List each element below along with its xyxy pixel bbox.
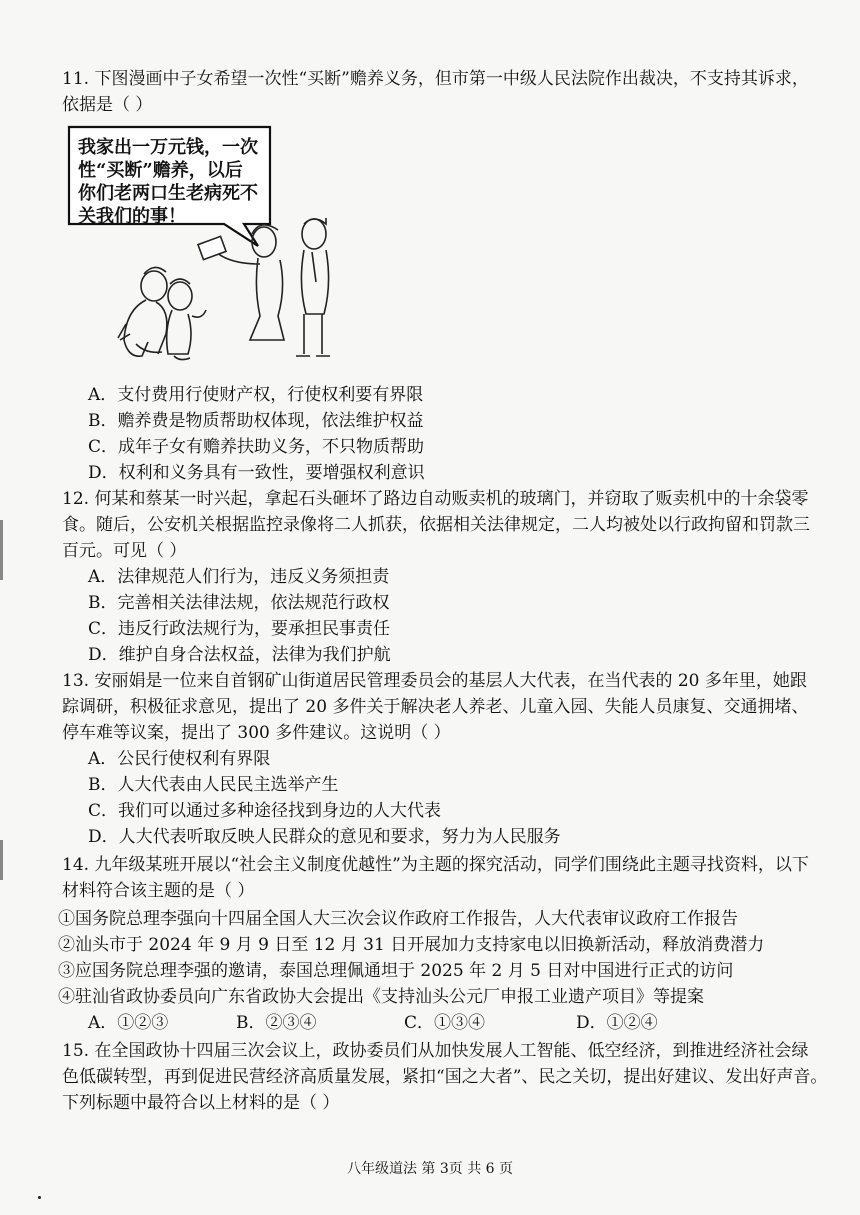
q13-option-d[interactable]: D．人大代表听取反映人民群众的意见和要求，努力为人民服务 — [88, 827, 561, 847]
q13-option-b[interactable]: B．人大代表由人民民主选举产生 — [88, 775, 339, 795]
q14-statement-2: ②汕头市于 2024 年 9 月 9 日至 12 月 31 日开展加力支持家电以旧换新活动，释放消费潜力 — [58, 935, 765, 955]
q11-stem-line-1: 11. 下图漫画中子女希望一次性“买断”赡养义务，但市第一中级人民法院作出裁决，不支持其诉求， — [62, 69, 809, 89]
q14-option-c[interactable]: C．①③④ — [404, 1013, 486, 1033]
q11-stem-line-2: 依据是（ ） — [62, 95, 153, 115]
scan-edge-mark — [0, 520, 3, 580]
q14-option-d[interactable]: D．①②④ — [576, 1013, 658, 1033]
bubble-line: 你们老两口生老病死不 — [78, 183, 258, 204]
q13-option-c[interactable]: C．我们可以通过多种途径找到身边的人大代表 — [88, 801, 442, 821]
q11-option-d[interactable]: D．权利和义务具有一致性，要增强权利意识 — [88, 463, 425, 483]
q13-stem-line-2: 踪调研，积极征求意见，提出了 20 多件关于解决老人养老、儿童入园、失能人员康复、交通拥堵、 — [62, 697, 809, 717]
q13-option-a[interactable]: A．公民行使权利有界限 — [88, 749, 271, 769]
q12-option-b[interactable]: B．完善相关法律法规，依法规范行政权 — [88, 593, 390, 613]
q14-option-b[interactable]: B．②③④ — [236, 1013, 317, 1033]
q12-option-c[interactable]: C．违反行政法规行为，要承担民事责任 — [88, 619, 391, 639]
bubble-line: 我家出一万元钱，一次 — [78, 137, 258, 158]
q12-stem-line-2: 食。随后，公安机关根据监控录像将二人抓获，依据相关法律规定，二人均被处以行政拘留和罚款三 — [62, 515, 810, 535]
page-footer: 八年级道法 第 3页 共 6 页 — [346, 1161, 514, 1177]
q11-option-c[interactable]: C．成年子女有赡养扶助义务，不只物质帮助 — [88, 437, 425, 457]
q12-stem-line-1: 12. 何某和蔡某一时兴起，拿起石头砸坏了路边自动贩卖机的玻璃门，并窃取了贩卖机中的十余袋零 — [62, 489, 809, 509]
bubble-line: 关我们的事！ — [78, 206, 186, 227]
q15-stem-line-2: 色低碳转型，再到促进民营经济高质量发展，紧扣“国之大者”、民之关切，提出好建议、发出好声音。 — [62, 1067, 828, 1087]
q14-option-a[interactable]: A．①②③ — [88, 1013, 169, 1033]
q14-stem-line-2: 材料符合该主题的是（ ） — [62, 881, 255, 901]
q14-statement-3: ③应国务院总理李强的邀请，泰国总理佩通坦于 2025 年 2 月 5 日对中国进行正式的访问 — [58, 961, 734, 981]
q14-statement-4: ④驻汕省政协委员向广东省政协大会提出《支持汕头公元厂申报工业遗产项目》等提案 — [58, 987, 704, 1007]
q12-option-d[interactable]: D．维护自身合法权益，法律为我们护航 — [88, 645, 391, 665]
q15-stem-line-1: 15. 在全国政协十四届三次会议上，政协委员们从加快发展人工智能、低空经济，到推进经济社会绿 — [62, 1041, 809, 1061]
q11-option-b[interactable]: B．赡养费是物质帮助权体现，依法维护权益 — [88, 411, 424, 431]
q13-stem-line-3: 停车难等议案，提出了 300 多件建议。这说明（ ） — [62, 723, 451, 743]
speech-bubble-text — [78, 136, 266, 228]
q11-option-a[interactable]: A．支付费用行使财产权，行使权利要有界限 — [88, 385, 424, 405]
scan-speck — [38, 1196, 41, 1199]
q13-stem-line-1: 13. 安丽娟是一位来自首钢矿山街道居民管理委员会的基层人大代表，在当代表的 20 多年里，她跟 — [62, 671, 807, 691]
q14-stem-line-1: 14. 九年级某班开展以“社会主义制度优越性”为主题的探究活动，同学们围绕此主题寻找资料，以下 — [62, 855, 809, 875]
q14-options-row — [88, 1010, 848, 1036]
q12-option-a[interactable]: A．法律规范人们行为，违反义务须担责 — [88, 567, 390, 587]
q14-statement-1: ①国务院总理李强向十四届全国人大三次会议作政府工作报告，人大代表审议政府工作报告 — [58, 909, 738, 929]
q15-stem-line-3: 下列标题中最符合以上材料的是（ ） — [62, 1093, 340, 1113]
bubble-line: 性“买断”赡养，以后 — [78, 160, 243, 181]
scan-edge-mark — [0, 840, 3, 880]
q12-stem-line-3: 百元。可见（ ） — [62, 541, 187, 561]
